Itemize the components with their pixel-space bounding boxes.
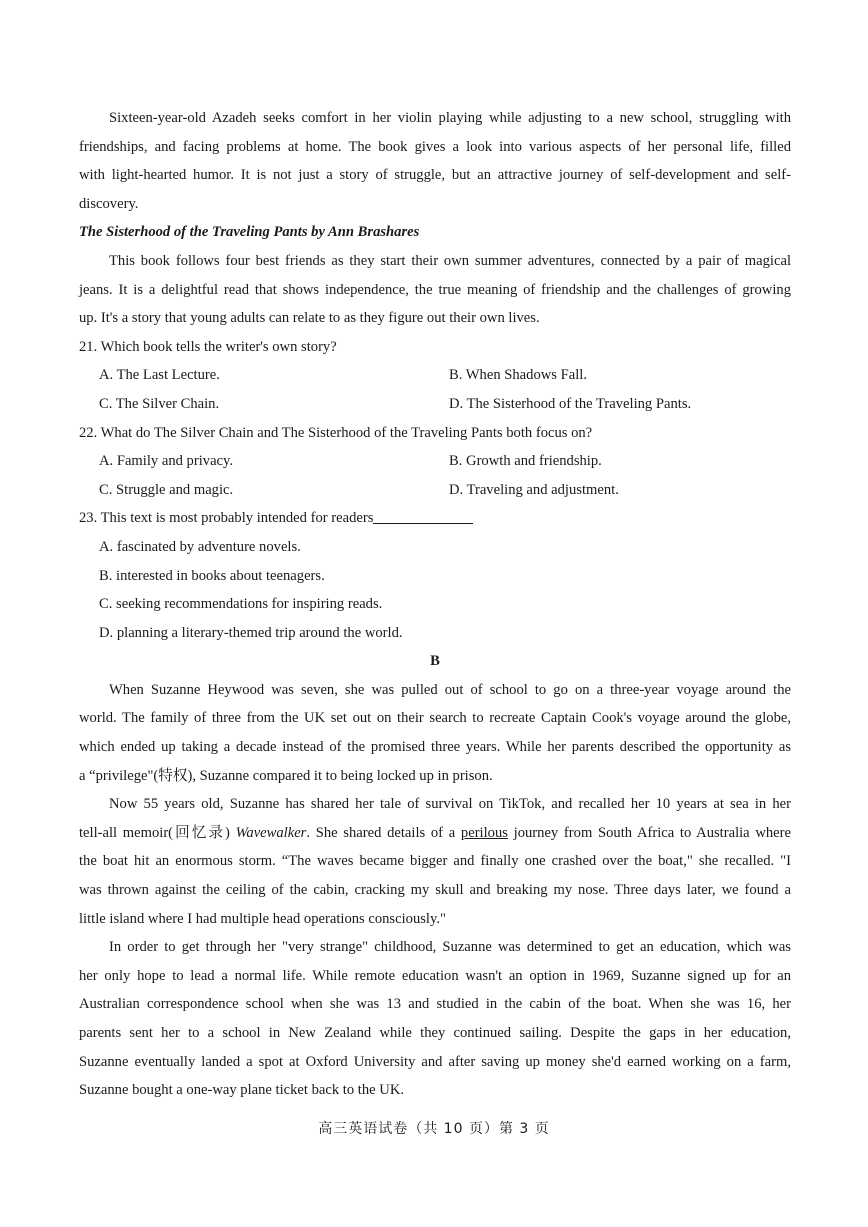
paragraph-education	[79, 933, 791, 1105]
option-d: D. Traveling and adjustment.	[449, 481, 619, 498]
text-line: Now 55 years old, Suzanne has shared her tale of survival on TikTok, and recalled her 10 years at sea in her	[109, 796, 791, 813]
option-b: B. When Shadows Fall.	[449, 367, 587, 384]
paragraph-voyage	[79, 676, 791, 790]
text-line: Australian correspondence school when she was 13 and studied in the cabin of the boat. When she was 16, her	[79, 996, 791, 1013]
text-segment: . She shared details of a	[306, 824, 461, 841]
question-22	[79, 419, 791, 505]
text-line: Sixteen-year-old Azadeh seeks comfort in her violin playing while adjusting to a new school, struggling with	[109, 110, 791, 126]
text-line: up. It's a story that young adults can relate to as they figure out their own lives.	[79, 310, 540, 327]
question-stem: 22. What do The Silver Chain and The Sisterhood of the Traveling Pants both focus on?	[79, 424, 593, 441]
page-footer: 高三英语试卷（共 10 页）第 3 页	[318, 1121, 550, 1137]
question-21	[79, 333, 791, 419]
option-b: B. interested in books about teenagers.	[99, 567, 325, 584]
text-line: friendships, and facing problems at home. The book gives a look into various aspects of her personal life, filled	[79, 138, 791, 155]
option-row	[79, 390, 791, 419]
text-segment: tell-all memoir(回忆录)	[79, 824, 236, 841]
question-stem: 23. This text is most probably intended for readers	[79, 510, 374, 527]
text-line	[79, 819, 791, 848]
option-c: C. Struggle and magic.	[99, 481, 234, 498]
text-line: with light-hearted humor. It is not just a story of struggle, but an attractive journey of self-development and self-	[79, 167, 791, 184]
paragraph-sisterhood	[79, 247, 791, 333]
option-d: D. planning a literary-themed trip around the world.	[99, 624, 403, 641]
exam-page	[79, 104, 791, 1105]
text-line: little island where I had multiple head operations consciously."	[79, 910, 446, 927]
text-line: world. The family of three from the UK set out on their search to recreate Captain Cook's voyage around the globe,	[79, 710, 791, 727]
option-d: D. The Sisterhood of the Traveling Pants.	[449, 395, 692, 412]
underlined-word: perilous	[460, 824, 508, 841]
text-line: which ended up taking a decade instead of the promised three years. While her parents described the opportunity as	[79, 739, 791, 756]
question-23	[79, 504, 791, 647]
paragraph-memoir	[79, 790, 791, 933]
section-heading: B	[430, 653, 440, 670]
text-line: In order to get through her "very strange" childhood, Suzanne was determined to get an education, which was	[109, 939, 791, 956]
option-row	[79, 476, 791, 505]
question-stem: 21. Which book tells the writer's own story?	[79, 338, 337, 355]
question-stem-row	[79, 504, 791, 533]
text-line: her only hope to lead a normal life. While remote education wasn't an option in 1969, Suzanne signed up for an	[79, 967, 791, 984]
text-line: was thrown against the ceiling of the cabin, cracking my skull and breaking my nose. Three days later, we found a	[79, 882, 791, 899]
text-line: Suzanne eventually landed a spot at Oxford University and after saving up money she'd earned working on a farm,	[79, 1053, 791, 1070]
text-line: the boat hit an enormous storm. “The waves became bigger and finally one crashed over the boat," she recalled. "I	[79, 853, 791, 870]
text-line: a “privilege"(特权), Suzanne compared it to being locked up in prison.	[79, 767, 493, 784]
paragraph-azadeh	[79, 104, 791, 218]
text-line: parents sent her to a school in New Zealand while they continued sailing. Despite the gaps in her education,	[79, 1025, 791, 1041]
option-row	[79, 361, 791, 390]
option-c: C. seeking recommendations for inspiring reads.	[99, 596, 383, 613]
text-line: Suzanne bought a one-way plane ticket back to the UK.	[79, 1082, 405, 1099]
option-c: C. The Silver Chain.	[99, 395, 220, 412]
text-line: When Suzanne Heywood was seven, she was pulled out of school to go on a three-year voyage around the	[109, 681, 791, 698]
option-b: B. Growth and friendship.	[449, 453, 602, 470]
text-line: discovery.	[79, 195, 139, 212]
text-segment: journey from South Africa to Australia where	[507, 824, 791, 841]
book-heading: The Sisterhood of the Traveling Pants by Ann Brashares	[79, 224, 420, 241]
text-line: jeans. It is a delightful read that shows independence, the true meaning of friendship and the challenges of growing	[79, 281, 791, 298]
option-row	[79, 447, 791, 476]
option-a: A. Family and privacy.	[99, 453, 234, 470]
option-a: A. The Last Lecture.	[99, 367, 220, 384]
option-a: A. fascinated by adventure novels.	[99, 538, 301, 555]
text-line: This book follows four best friends as they start their own summer adventures, connected by a pair of magical	[109, 252, 791, 269]
book-title: Wavewalker	[235, 824, 307, 841]
answer-blank	[373, 507, 473, 524]
